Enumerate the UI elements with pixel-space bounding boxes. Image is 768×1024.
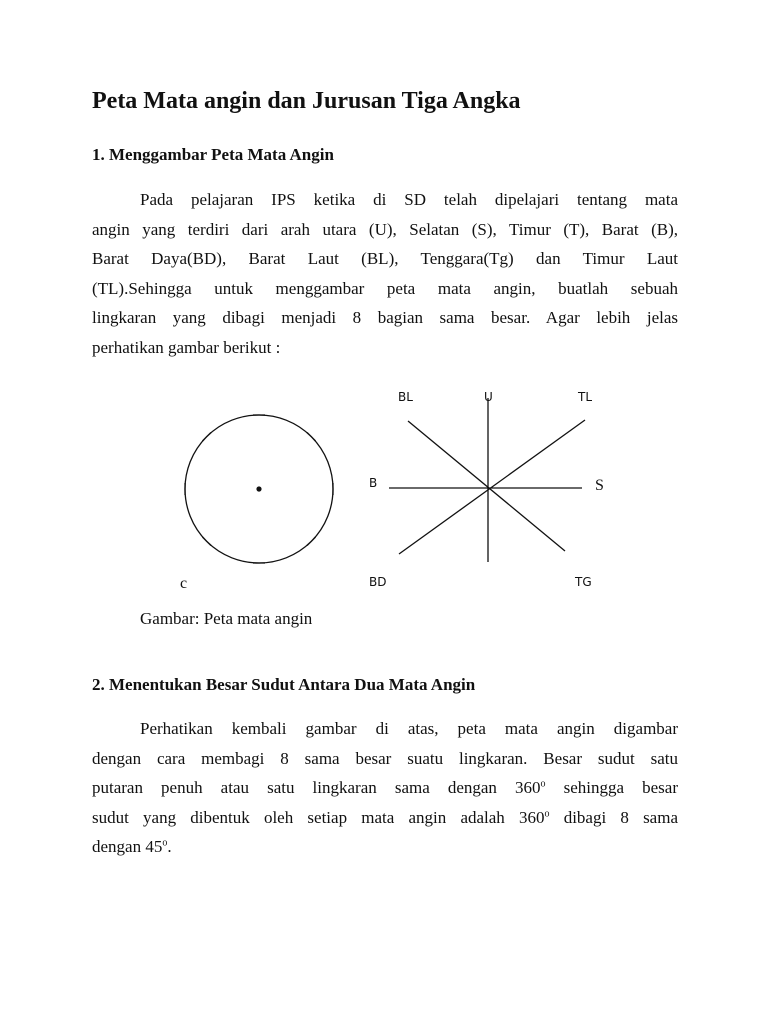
compass-lines [389,398,585,562]
paragraph-line: dengan cara membagi 8 sama besar suatu lingkaran. Besar sudut satu [92,748,678,768]
diagonal-line-bl-tg [408,421,565,551]
cutoff-label: c [180,575,188,592]
label-tl: TL [578,390,593,404]
degree-mark: o [540,778,546,790]
degree-mark: o [544,808,550,820]
line-text: . [167,837,172,857]
circle-center-dot [256,486,261,491]
paragraph-line: Pada pelajaran IPS ketika di SD telah dipelajari tentang mata [140,190,678,209]
label-tg: TG [575,575,592,589]
line-text: putaran penuh atau satu lingkaran sama dengan 360 [92,778,541,798]
paragraph-line: (TL).Sehingga untuk menggambar peta mata angin, buatlah sebuah [92,278,678,298]
circle-tick-mark [202,537,210,545]
diagonal-line-tl-bd [399,420,585,554]
section-1-heading: 1. Menggambar Peta Mata Angin [92,145,334,164]
label-bl: BL [398,390,413,404]
circle-tick-mark [307,537,315,545]
line-text: dengan 45 [92,837,163,857]
paragraph-line: Perhatikan kembali gambar di atas, peta mata angin digambar [140,719,678,738]
paragraph-line: Barat Daya(BD), Barat Laut (BL), Tenggara(Tg) dan Timur Laut [92,249,678,269]
page-title: Peta Mata angin dan Jurusan Tiga Angka [92,88,521,114]
section-2-heading: 2. Menentukan Besar Sudut Antara Dua Mata Angin [92,675,476,694]
section-2-paragraph [92,714,678,862]
degree-mark: o [162,837,168,849]
label-b: B [369,476,378,490]
line-text: sudut yang dibentuk oleh setiap mata angin adalah 360 [92,807,545,827]
label-u: U [484,390,493,404]
circle-tick-mark [202,432,210,440]
paragraph-line: lingkaran yang dibagi menjadi 8 bagian sama besar. Agar lebih jelas [92,308,678,328]
compass-figure [0,370,768,600]
paragraph-line [92,803,678,833]
label-s: S [595,477,604,494]
label-bd: BD [369,575,387,589]
circle-tick-mark [307,432,315,440]
paragraph-line [92,773,678,803]
paragraph-line: angin yang terdiri dari arah utara (U), Selatan (S), Timur (T), Barat (B), [92,219,678,239]
line-text: sehingga besar [545,778,678,798]
line-text: dibagi 8 sama [549,807,678,827]
section-1-paragraph [92,185,678,363]
paragraph-line [92,832,678,862]
figure-caption: Gambar: Peta mata angin [140,609,313,628]
paragraph-line: perhatikan gambar berikut : [92,337,281,357]
